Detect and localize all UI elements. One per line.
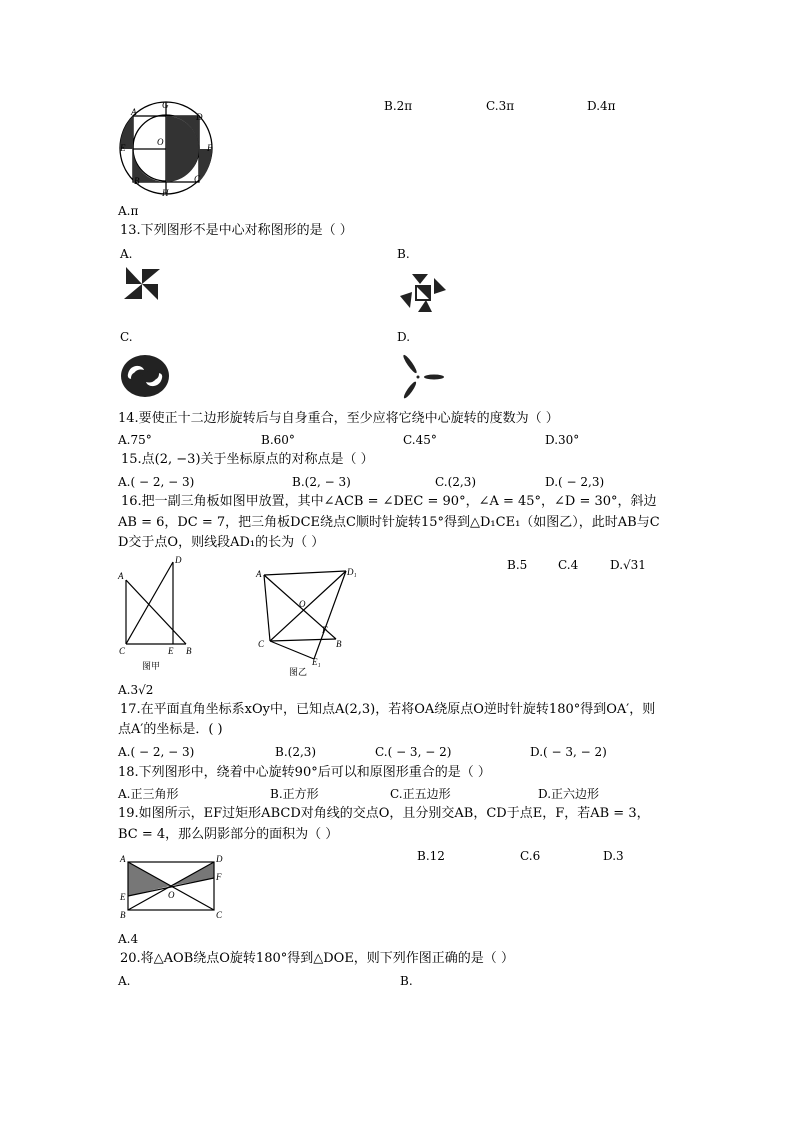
q19-figure xyxy=(118,850,228,922)
q13-option-a: A. xyxy=(120,247,133,261)
q12-label-g: G xyxy=(162,100,169,110)
q13-figure-a xyxy=(122,265,162,303)
q12-option-a: A.π xyxy=(118,204,139,218)
q13-option-b: B. xyxy=(397,247,410,261)
q16-fig1-label-e: E xyxy=(168,646,174,656)
q19-stem-line1: 19.如图所示，EF过矩形ABCD对角线的交点O，且分别交AB，CD于点E，F，若AB = 3， xyxy=(118,806,650,821)
q13-option-c: C. xyxy=(120,330,133,344)
q12-label-a: A xyxy=(131,107,137,117)
q16-option-c: C.4 xyxy=(558,558,579,572)
q16-figure-yi xyxy=(256,565,366,680)
q13-figure-c xyxy=(120,354,170,398)
q20-stem: 20.将△AOB绕点O旋转180°得到△DOE，则下列作图正确的是（ ） xyxy=(120,951,514,966)
q16-fig2-label-b: B xyxy=(336,639,342,649)
q19-option-b: B.12 xyxy=(417,849,445,863)
q16-fig1-caption: 图甲 xyxy=(142,662,161,672)
q16-stem-line3: D交于点O，则线段AD₁的长为（ ） xyxy=(118,535,325,550)
q19-option-c: C.6 xyxy=(520,849,541,863)
q13-option-d: D. xyxy=(397,330,411,344)
q12-label-e: E xyxy=(120,143,126,153)
q16-fig1-label-a: A xyxy=(118,571,124,581)
q19-label-c: C xyxy=(216,910,223,920)
q17-option-a: A.( − 2, − 3) xyxy=(118,745,195,759)
q19-label-e: E xyxy=(120,892,126,902)
q12-option-c: C.3π xyxy=(486,99,515,113)
q14-option-d: D.30° xyxy=(545,433,580,447)
q15-option-c: C.(2,3) xyxy=(435,475,477,489)
q12-label-c: C xyxy=(194,174,201,184)
q18-option-b: B.正方形 xyxy=(270,787,319,801)
q14-option-b: B.60° xyxy=(261,433,295,447)
q12-label-b: B xyxy=(134,176,140,186)
q19-label-o: O xyxy=(168,890,175,900)
q16-fig2-label-o: O xyxy=(299,599,306,609)
q16-fig1-label-c: C xyxy=(119,646,126,656)
q16-fig2-label-d1: D₁ xyxy=(347,567,357,577)
q17-option-b: B.(2,3) xyxy=(275,745,317,759)
q17-option-c: C.( − 3, − 2) xyxy=(375,745,452,759)
q16-fig2-label-f: F xyxy=(322,625,328,635)
q16-fig1-label-d: D xyxy=(175,555,182,565)
q19-label-d: D xyxy=(216,854,223,864)
q12-option-d: D.4π xyxy=(587,99,616,113)
q20-option-a: A. xyxy=(118,974,131,988)
q13-stem: 13.下列图形不是中心对称图形的是（ ） xyxy=(120,223,353,238)
q19-stem-line2: BC = 4，那么阴影部分的面积为（ ） xyxy=(118,827,339,842)
q18-stem: 18.下列图形中，绕着中心旋转90°后可以和原图形重合的是（ ） xyxy=(118,765,491,780)
q16-stem-line2: AB = 6，DC = 7，把三角板DCE绕点C顺时针旋转15°得到△D₁CE₁（如图乙），此时AB与C xyxy=(118,515,660,530)
q14-option-a: A.75° xyxy=(118,433,152,447)
q16-option-d: D.√31 xyxy=(610,558,646,572)
q16-option-b: B.5 xyxy=(507,558,528,572)
q18-option-c: C.正五边形 xyxy=(390,787,451,801)
q18-option-a: A.正三角形 xyxy=(118,787,179,801)
q14-option-c: C.45° xyxy=(403,433,437,447)
q13-figure-b xyxy=(398,270,448,316)
q17-option-d: D.( − 3, − 2) xyxy=(530,745,607,759)
q19-option-a: A.4 xyxy=(118,932,139,946)
q19-label-f: F xyxy=(216,872,222,882)
q13-figure-d xyxy=(396,350,446,400)
q12-label-f: F xyxy=(207,143,213,153)
q12-figure xyxy=(118,100,218,200)
q16-fig2-label-a: A xyxy=(256,569,262,579)
q19-label-a: A xyxy=(120,854,126,864)
q15-option-a: A.( − 2, − 3) xyxy=(118,475,195,489)
q12-label-h: H xyxy=(162,188,169,198)
q15-stem: 15.点(2, −3)关于坐标原点的对称点是（ ） xyxy=(121,452,374,467)
q16-fig2-label-c: C xyxy=(258,639,265,649)
q16-fig1-label-b: B xyxy=(186,646,192,656)
q16-fig2-caption: 图乙 xyxy=(289,668,308,678)
q15-option-b: B.(2, − 3) xyxy=(292,475,351,489)
q20-option-b: B. xyxy=(400,974,413,988)
q16-fig2-label-e1: E₁ xyxy=(312,657,321,667)
q12-label-d: D xyxy=(196,112,203,122)
q17-stem-line2: 点A′的坐标是．( ) xyxy=(118,722,223,737)
q17-stem-line1: 17.在平面直角坐标系xOy中，已知点A(2,3)，若将OA绕原点O逆时针旋转180°得到OA′，则 xyxy=(120,702,656,717)
q16-figure-jia xyxy=(118,556,198,674)
q18-option-d: D.正六边形 xyxy=(538,787,600,801)
q16-option-a: A.3√2 xyxy=(118,683,154,697)
q12-option-b: B.2π xyxy=(384,99,413,113)
q19-label-b: B xyxy=(120,910,126,920)
q19-option-d: D.3 xyxy=(603,849,624,863)
q16-stem-line1: 16.把一副三角板如图甲放置，其中∠ACB = ∠DEC = 90°，∠A = 45°，∠D = 30°，斜边 xyxy=(121,494,657,509)
q15-option-d: D.( − 2,3) xyxy=(545,475,605,489)
q12-label-o: O xyxy=(157,137,164,147)
q14-stem: 14.要使正十二边形旋转后与自身重合，至少应将它绕中心旋转的度数为（ ） xyxy=(118,411,559,426)
